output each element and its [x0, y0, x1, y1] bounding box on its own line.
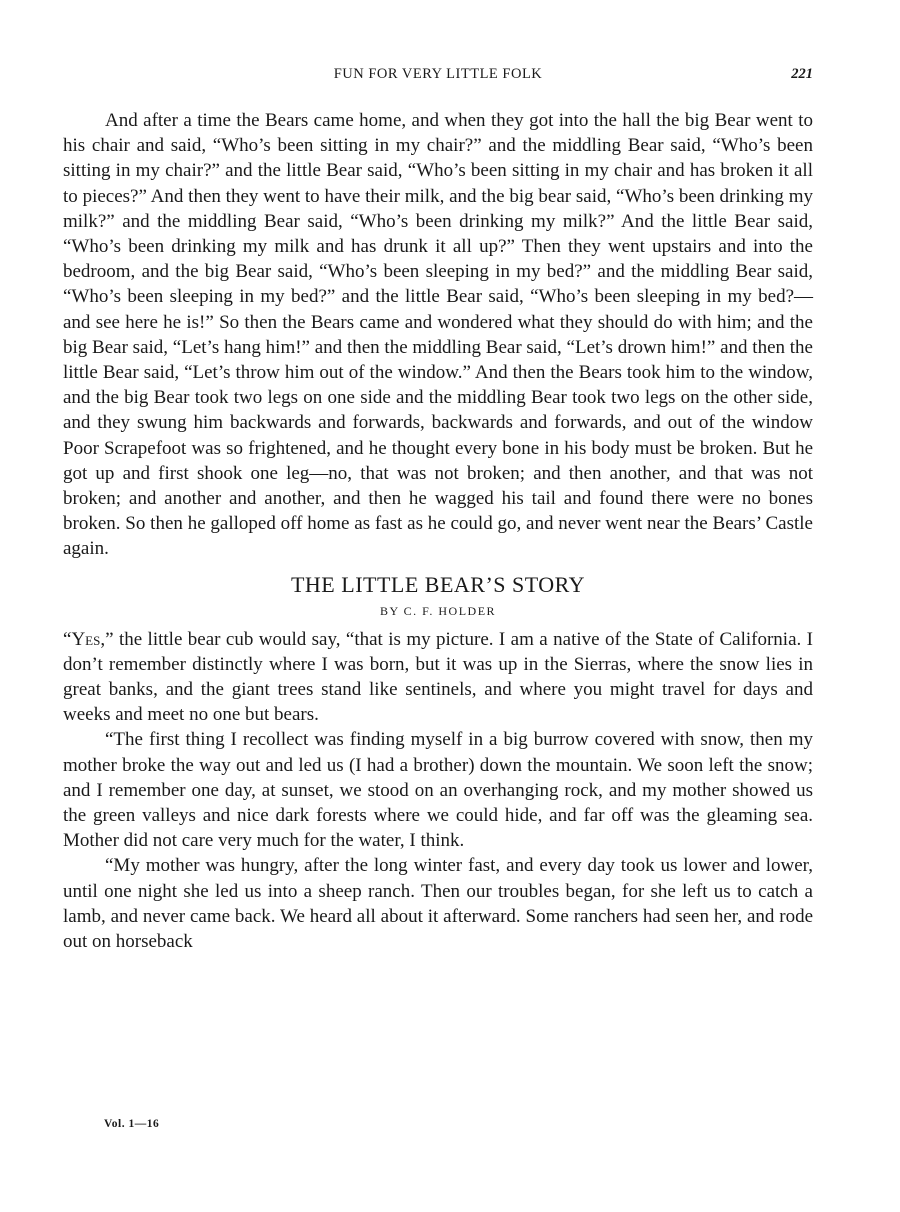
story-paragraph-1-text: ” the little bear cub would say, “that is my picture. I am a native of the State of California. I don’t remember distinctly where I was born, but it was up in the Sierras, where the snow lies in great banks, and the giant trees stand like sentinels, and where you might travel for days and weeks and meet no one but bears. [63, 628, 813, 726]
opening-word: Yes, [71, 628, 106, 650]
book-page [63, 0, 813, 1212]
scrapefoot-closing-paragraph: And after a time the Bears came home, and when they got into the hall the big Bear went to his chair and said, “Who’s been sitting in my chair?” and the middling Bear said, “Who’s been sitting in my chair?” and the little Bear said, “Who’s been sitting in my chair and has broken it all to pieces?” And then they went to have their milk, and the big bear said, “Who’s been drinking my milk?” and the middling Bear said, “Who’s been drinking my milk?” And the little Bear said, “Who’s been drinking my milk and has drunk it all up?” Then they went upstairs and into the bedroom, and the big Bear said, “Who’s been sleeping in my bed?” and the middling Bear said, “Who’s been sleeping in my bed?” and the little Bear said, “Who’s been sleeping in my bed?—and see here he is!” So then the Bears came and wondered what they should do with him; and the big Bear said, “Let’s hang him!” and then the middling Bear said, “Let’s drown him!” and then the little Bear said, “Let’s throw him out of the window.” And then the Bears took him to the window, and the big Bear took two legs on one side and the middling Bear took two legs on the other side, and they swung him backwards and forwards, backwards and forwards, and out of the window Poor Scrapefoot was so frightened, and he thought every bone in his body must be broken. But he got up and first shook one leg—no, that was not broken; and then another, and that was not broken; and another and another, and then he wagged his tail and found there were no bones broken. So then he galloped off home as fast as he could go, and never went near the Bears’ Castle again. [63, 110, 813, 560]
running-head [63, 66, 813, 86]
body-text [63, 108, 813, 954]
story-paragraph-1: “Yes,” the little bear cub would say, “that is my picture. I am a native of the State of California. I don’t remember distinctly where I was born, but it was up in the Sierras, where the snow lies in great banks, and the giant trees stand like sentinels, and where you might travel for days and weeks and meet no one but bears. [63, 628, 813, 726]
story-paragraph-3: “My mother was hungry, after the long winter fast, and every day took us lower and lower, until one night she led us into a sheep ranch. Then our troubles began, for she left us to catch a lamb, and never came back. We heard all about it afterward. Some ranchers had seen her, and rode out on horseback [63, 855, 813, 953]
story-byline: BY C. F. HOLDER [379, 603, 497, 618]
signature-mark: Vol. 1—16 [104, 1118, 160, 1130]
story-title: THE LITTLE BEAR’S STORY [290, 571, 586, 597]
page-number: 221 [791, 66, 813, 82]
story-paragraph-2: “The first thing I recollect was finding myself in a big burrow covered with snow, then my mother broke the way out and led us (I had a brother) down the mountain. We soon left the snow; and I remember one day, at sunset, we stood on an overhanging rock, and my mother showed us the green valleys and nice dark forests where we could hide, and far off was the gleaming sea. Mother did not care very much for the water, I think. [63, 729, 813, 852]
running-title: FUN FOR VERY LITTLE FOLK [333, 66, 543, 82]
